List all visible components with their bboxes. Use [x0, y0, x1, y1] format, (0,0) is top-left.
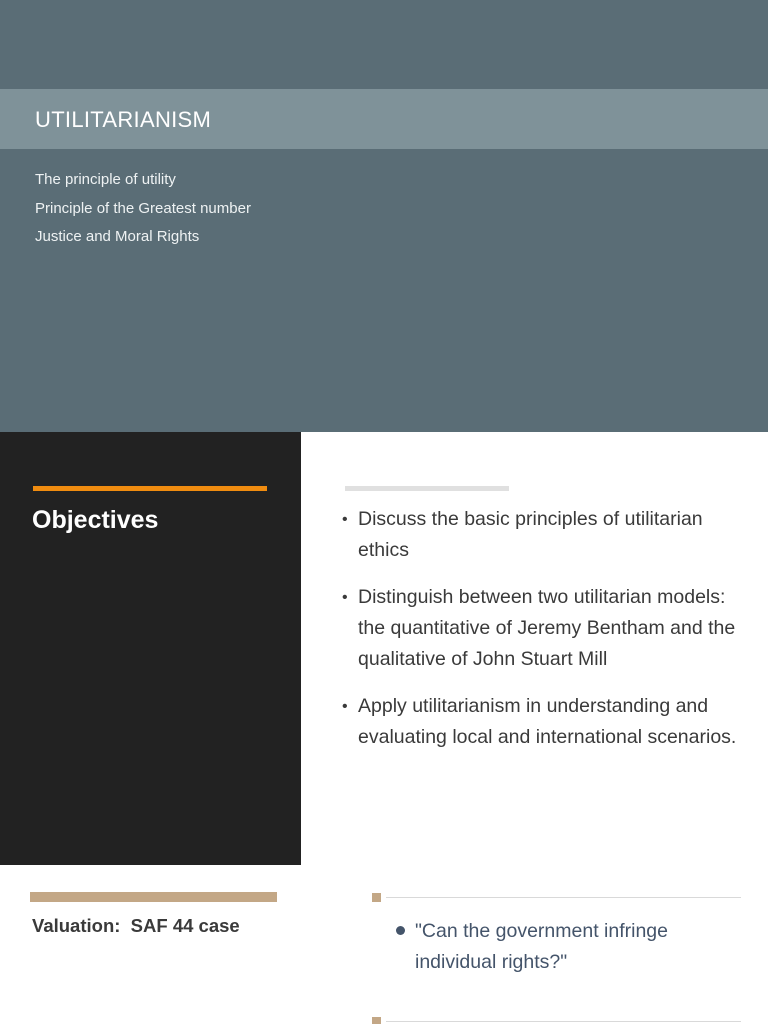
objectives-list	[342, 504, 742, 769]
square-marker-icon	[372, 893, 381, 902]
orange-accent-bar	[33, 486, 267, 491]
title-band	[0, 89, 768, 149]
title-slide	[0, 0, 768, 432]
quote-text: "Can the government infringe individual rights?"	[415, 920, 668, 973]
subtitle-line: Justice and Moral Rights	[35, 228, 200, 245]
list-item-text: Distinguish between two utilitarian models: the quantitative of Jeremy Bentham and the qualitative of John Stuart Mill	[358, 586, 736, 670]
list-item	[342, 582, 742, 675]
objectives-heading: Objectives	[32, 506, 159, 534]
bullet-icon: •	[342, 589, 348, 606]
subtitle-list	[35, 166, 251, 252]
objectives-slide	[0, 432, 768, 865]
list-item-text: Apply utilitarianism in understanding and evaluating local and international scenarios.	[358, 695, 737, 748]
list-item-text: Discuss the basic principles of utilitarian ethics	[358, 508, 703, 561]
list-item	[342, 504, 742, 566]
bullet-icon: •	[342, 698, 348, 715]
gray-accent-rule	[345, 486, 509, 491]
divider-line	[386, 1021, 741, 1022]
valuation-heading: Valuation: SAF 44 case	[32, 915, 240, 936]
objectives-panel	[0, 432, 301, 865]
subtitle-line: Principle of the Greatest number	[35, 199, 251, 217]
square-marker-icon	[372, 1017, 381, 1024]
divider-line	[386, 897, 741, 898]
list-item	[342, 691, 742, 753]
slide-title: UTILITARIANISM	[35, 107, 212, 132]
subtitle-line: The principle of utility	[35, 171, 176, 188]
valuation-slide	[0, 865, 768, 1024]
bullet-dot-icon	[396, 926, 405, 935]
tan-accent-bar	[30, 892, 277, 902]
bullet-icon: •	[342, 511, 348, 528]
